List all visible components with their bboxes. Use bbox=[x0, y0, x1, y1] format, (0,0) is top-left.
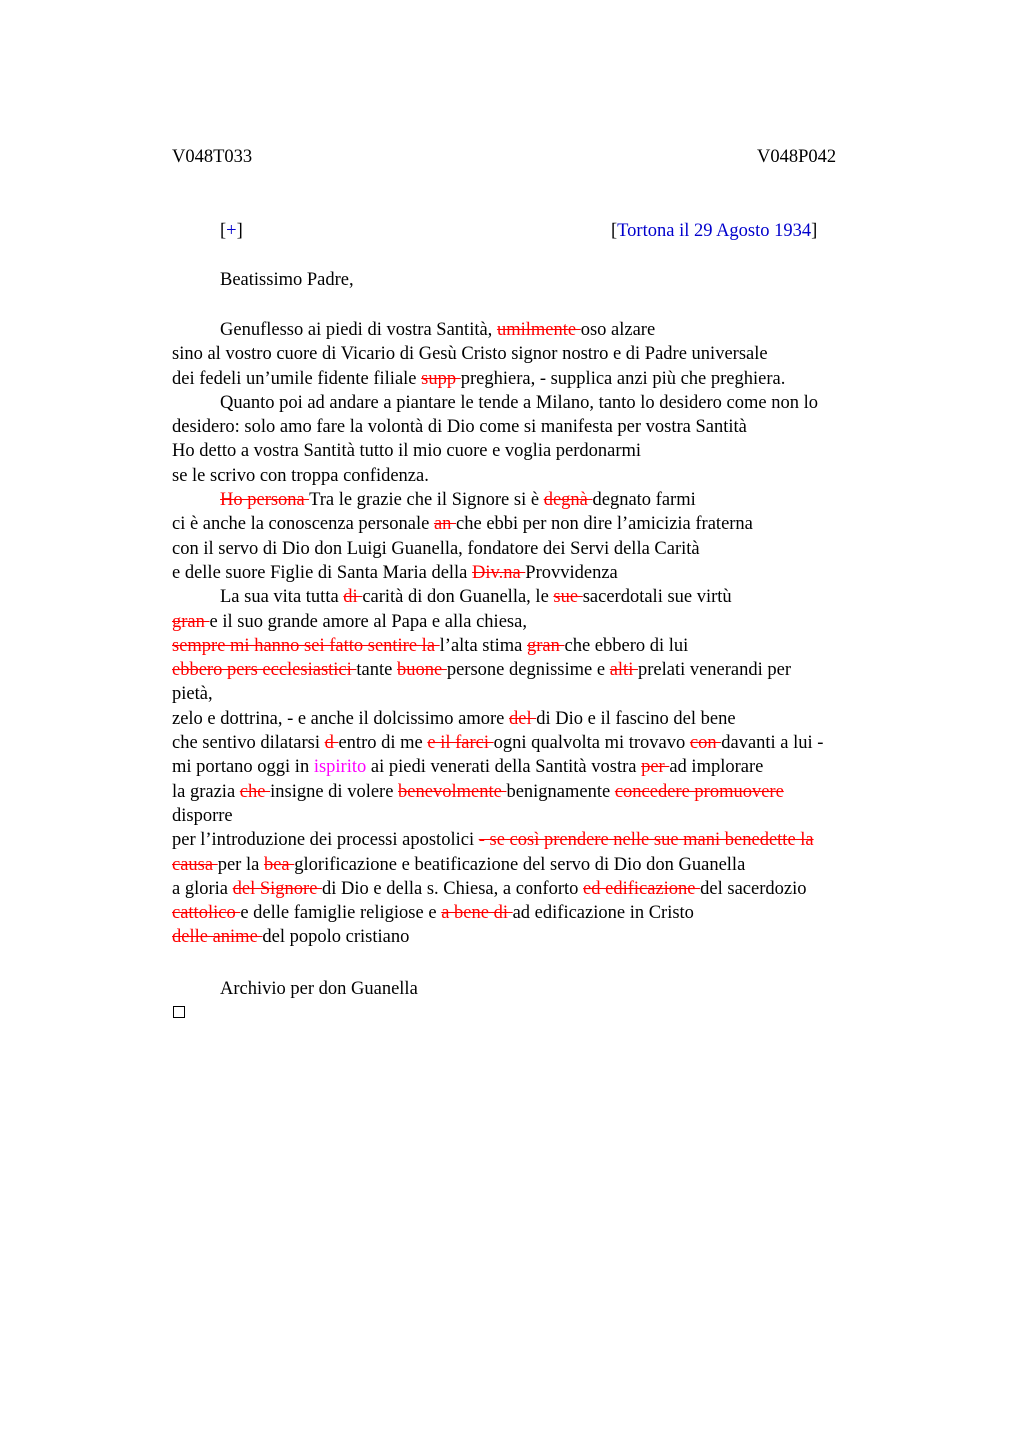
body-text-segment: desidero: solo amo fare la volontà di Dio come si manifesta per vostra Santità bbox=[172, 417, 747, 438]
deleted-text: causa bbox=[172, 854, 218, 875]
body-text-segment: ai piedi venerati della Santità vostra bbox=[366, 757, 642, 778]
deleted-text: d bbox=[324, 733, 339, 754]
cross-heading bbox=[220, 221, 243, 242]
body-text-segment: davanti a lui - bbox=[721, 733, 824, 754]
document-code-right: V048P042 bbox=[757, 147, 837, 167]
deleted-text: che bbox=[239, 781, 271, 802]
body-line bbox=[172, 682, 912, 706]
body-line bbox=[172, 780, 912, 804]
place-date: Tortona il 29 Agosto 1934 bbox=[617, 221, 812, 241]
body-text-segment: che ebbi per non dire l’amicizia fraterna bbox=[456, 514, 753, 535]
deleted-text: con bbox=[689, 733, 722, 754]
cross-icon: + bbox=[226, 221, 237, 241]
body-text-segment: di Dio e il fascino del bene bbox=[536, 708, 736, 729]
body-text-segment: di Dio e della s. Chiesa, a conforto bbox=[322, 878, 584, 899]
body-line bbox=[172, 512, 912, 536]
body-line bbox=[172, 318, 912, 342]
deleted-text: gran bbox=[527, 635, 565, 656]
body-text-segment: benignamente bbox=[506, 781, 615, 802]
body-text-segment: tante bbox=[356, 660, 397, 681]
deleted-text: buone bbox=[396, 660, 447, 681]
body-text-segment: a gloria bbox=[172, 878, 233, 899]
body-line bbox=[172, 585, 912, 609]
body-text-segment: persone degnissime e bbox=[446, 660, 610, 681]
body-line bbox=[172, 367, 912, 391]
body-text-segment: dei fedeli un’umile fidente filiale bbox=[172, 368, 422, 389]
deleted-text: cattolico bbox=[172, 903, 241, 924]
body-text-segment: e delle famiglie religiose e bbox=[240, 903, 442, 924]
body-line bbox=[172, 537, 912, 561]
body-text-segment: e il suo grande amore al Papa e alla chiesa, bbox=[209, 611, 527, 632]
body-text-segment: ad implorare bbox=[669, 757, 764, 778]
place-date-heading bbox=[611, 221, 817, 242]
deleted-text: sempre mi hanno sei fatto sentire la bbox=[172, 635, 440, 656]
body-line bbox=[172, 561, 912, 585]
body-text-segment: ogni qualvolta mi trovavo bbox=[493, 733, 690, 754]
body-line bbox=[172, 464, 912, 488]
archive-note: Archivio per don Guanella bbox=[220, 979, 418, 999]
body-text-segment: glorificazione e beatificazione del servo di Dio don Guanella bbox=[294, 854, 746, 875]
empty-checkbox-icon bbox=[173, 1006, 185, 1018]
body-text-segment: zelo e dottrina, - e anche il dolcissimo amore bbox=[172, 708, 509, 729]
body-text-segment: Quanto poi ad andare a piantare le tende a Milano, tanto lo desidero come non lo bbox=[220, 392, 818, 413]
deleted-text: ebbero pers ecclesiastici bbox=[172, 660, 357, 681]
deleted-text: sue bbox=[553, 587, 583, 608]
body-line bbox=[172, 342, 912, 366]
body-text-segment: con il servo di Dio don Luigi Guanella, fondatore dei Servi della Carità bbox=[172, 538, 700, 559]
body-line bbox=[172, 415, 912, 439]
body-line bbox=[172, 439, 912, 463]
body-line bbox=[172, 731, 912, 755]
body-text-segment: per l’introduzione dei processi apostolici bbox=[172, 830, 479, 851]
body-text-segment: La sua vita tutta bbox=[220, 587, 344, 608]
deleted-text: bea bbox=[263, 854, 295, 875]
body-line bbox=[172, 488, 912, 512]
body-text-segment: per la bbox=[217, 854, 264, 875]
body-line bbox=[172, 634, 912, 658]
body-line bbox=[172, 658, 912, 682]
body-text-segment: ad edificazione in Cristo bbox=[512, 903, 694, 924]
deleted-text: ed edificazione bbox=[583, 878, 701, 899]
deleted-text: a bene di bbox=[441, 903, 513, 924]
deleted-text: del bbox=[509, 708, 537, 729]
body-line bbox=[172, 853, 912, 877]
deleted-text: concedere promuovere bbox=[614, 781, 784, 802]
close-bracket: ] bbox=[236, 221, 243, 241]
body-text-segment: del sacerdozio bbox=[700, 878, 807, 899]
body-text-segment: disporre bbox=[172, 805, 233, 826]
body-text-segment: che ebbero di lui bbox=[564, 635, 689, 656]
deleted-text: Ho persona bbox=[220, 490, 310, 511]
deleted-text: alti bbox=[609, 660, 638, 681]
body-line bbox=[172, 391, 912, 415]
deleted-text: degnà bbox=[543, 490, 593, 511]
body-text-segment: mi portano oggi in bbox=[172, 757, 314, 778]
deleted-text: - se così prendere nelle sue mani benedette la bbox=[478, 830, 814, 851]
body-text-segment: Tra le grazie che il Signore si è bbox=[309, 490, 544, 511]
deleted-text: an bbox=[433, 514, 457, 535]
body-line bbox=[172, 804, 912, 828]
body-line bbox=[172, 707, 912, 731]
highlighted-text: ispirito bbox=[313, 757, 367, 778]
body-text-segment: Provvidenza bbox=[525, 562, 618, 583]
body-text-segment: degnato farmi bbox=[592, 490, 696, 511]
open-bracket: [ bbox=[220, 221, 227, 241]
deleted-text: gran bbox=[172, 611, 210, 632]
deleted-text: per bbox=[641, 757, 670, 778]
body-line bbox=[172, 901, 912, 925]
date-close-bracket: ] bbox=[811, 221, 818, 241]
deleted-text: benevolmente bbox=[398, 781, 507, 802]
letter-body bbox=[172, 318, 912, 950]
body-text-segment: l’alta stima bbox=[439, 635, 527, 656]
deleted-text: e il farci bbox=[427, 733, 494, 754]
salutation: Beatissimo Padre, bbox=[220, 270, 354, 290]
deleted-text: delle anime bbox=[172, 927, 263, 948]
deleted-text: supp bbox=[421, 368, 461, 389]
deleted-text: Div.na bbox=[472, 562, 526, 583]
body-text-segment: del popolo cristiano bbox=[262, 927, 410, 948]
body-text-segment: sacerdotali sue virtù bbox=[582, 587, 732, 608]
deleted-text: di bbox=[343, 587, 363, 608]
body-line bbox=[172, 610, 912, 634]
body-text-segment: entro di me bbox=[338, 733, 428, 754]
deleted-text: del Signore bbox=[232, 878, 323, 899]
body-text-segment: se le scrivo con troppa confidenza. bbox=[172, 465, 429, 486]
body-text-segment: e delle suore Figlie di Santa Maria della bbox=[172, 562, 473, 583]
body-text-segment: Genuflesso ai piedi di vostra Santità, bbox=[220, 320, 497, 340]
body-text-segment: la grazia bbox=[172, 781, 240, 802]
body-text-segment: oso alzare bbox=[580, 320, 656, 340]
date-open-bracket: [ bbox=[611, 221, 618, 241]
body-line bbox=[172, 828, 912, 852]
body-text-segment: che sentivo dilatarsi bbox=[172, 733, 325, 754]
body-line bbox=[172, 877, 912, 901]
body-line bbox=[172, 925, 912, 949]
body-text-segment: insigne di volere bbox=[270, 781, 399, 802]
body-text-segment: carità di don Guanella, le bbox=[362, 587, 554, 608]
body-text-segment: pietà, bbox=[172, 684, 213, 705]
body-line bbox=[172, 755, 912, 779]
body-text-segment: Ho detto a vostra Santità tutto il mio cuore e voglia perdonarmi bbox=[172, 441, 642, 462]
body-text-segment: ci è anche la conoscenza personale bbox=[172, 514, 434, 535]
body-text-segment: preghiera, - supplica anzi più che preghiera. bbox=[460, 368, 786, 389]
body-text-segment: sino al vostro cuore di Vicario di Gesù Cristo signor nostro e di Padre universale bbox=[172, 344, 768, 365]
body-text-segment: prelati venerandi per bbox=[637, 660, 792, 681]
deleted-text: umilmente bbox=[496, 320, 581, 340]
document-code-left: V048T033 bbox=[172, 147, 253, 167]
